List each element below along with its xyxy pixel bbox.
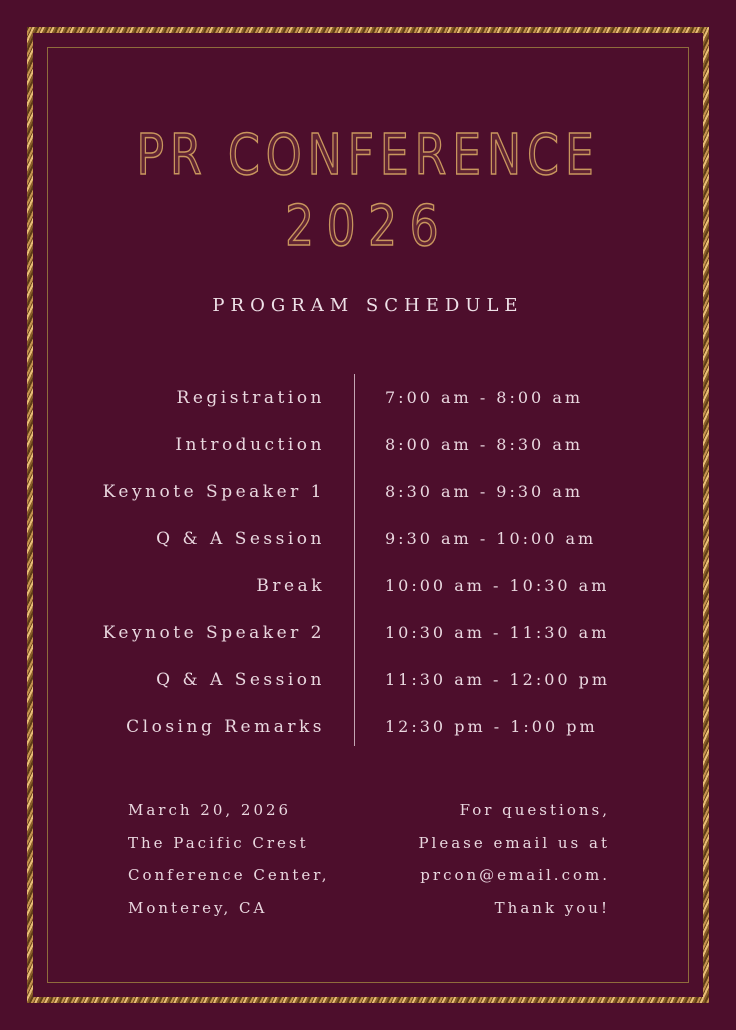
schedule-row [0,656,736,703]
venue-building: Conference Center, [128,866,330,884]
schedule-row [0,374,736,421]
session-name: Introduction [175,434,325,455]
venue-city: Monterey, CA [128,898,268,917]
schedule-divider-line [354,374,355,746]
schedule-row [0,609,736,656]
program-schedule-heading: PROGRAM SCHEDULE [212,295,524,316]
contact-instruction: Please email us at [418,833,610,852]
schedule-row [0,703,736,750]
schedule-row [0,515,736,562]
schedule-table [0,374,736,750]
schedule-row [0,468,736,515]
event-details-block [128,794,330,924]
session-name: Break [256,575,325,596]
session-time: 8:30 am - 9:30 am [385,482,584,501]
session-time: 12:30 pm - 1:00 pm [385,717,598,736]
session-name: Q & A Session [156,669,325,690]
session-name: Registration [176,387,325,408]
session-time: 10:30 am - 11:30 am [385,623,610,642]
event-date: March 20, 2026 [128,801,292,819]
conference-title: PR CONFERENCE [136,123,600,188]
thank-you-note: Thank you! [494,898,610,917]
contact-email: prcon@email.com. [420,866,610,884]
contact-intro: For questions, [459,801,610,819]
session-time: 7:00 am - 8:00 am [385,388,584,407]
venue-name: The Pacific Crest [128,833,309,852]
session-name: Closing Remarks [126,716,325,737]
session-name: Q & A Session [156,528,325,549]
schedule-row [0,562,736,609]
conference-year: 2026 [284,194,452,259]
schedule-row [0,421,736,468]
session-time: 8:00 am - 8:30 am [385,435,584,454]
session-time: 9:30 am - 10:00 am [385,529,597,548]
contact-block [418,794,610,924]
session-name: Keynote Speaker 2 [102,622,325,643]
session-time: 10:00 am - 10:30 am [385,576,610,595]
session-name: Keynote Speaker 1 [102,481,325,502]
session-time: 11:30 am - 12:00 pm [385,670,611,689]
